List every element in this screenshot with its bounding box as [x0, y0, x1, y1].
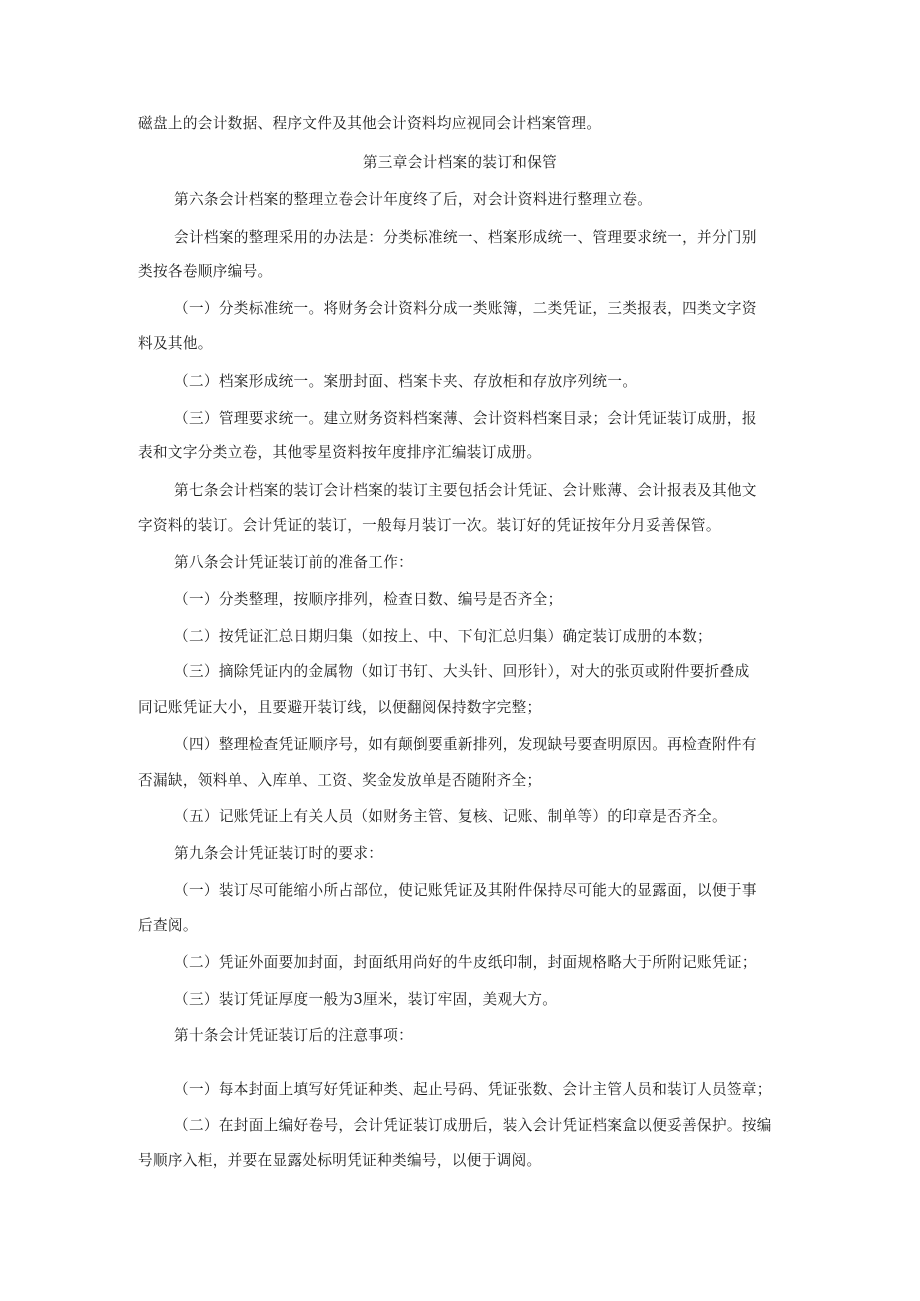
paragraph-line: （三）摘除凭证内的金属物（如订书钉、大头针、回形针），对大的张页或附件要折叠成 — [174, 663, 750, 680]
paragraph-line: 字资料的装订。会计凭证的装订，一般每月装订一次。装订好的凭证按年分月妥善保管。 — [138, 517, 721, 534]
paragraph-line: （一）装订尽可能缩小所占部位，使记账凭证及其附件保持尽可能大的显露面，以便于事 — [174, 882, 757, 899]
paragraph-line: 第八条会计凭证装订前的准备工作： — [174, 554, 414, 571]
paragraph-line: （三）管理要求统一。建立财务资料档案薄、会计资料档案目录；会计凭证装订成册，报 — [174, 410, 757, 427]
paragraph-line: 号顺序入柜，并要在显露处标明凭证种类编号，以便于调阅。 — [138, 1152, 542, 1169]
paragraph-line: 否漏缺，领料单、入库单、工资、奖金发放单是否随附齐全； — [138, 772, 542, 789]
paragraph-line: （五）记账凭证上有关人员（如财务主管、复核、记账、制单等）的印章是否齐全。 — [174, 808, 727, 825]
paragraph-line: 第六条会计档案的整理立卷会计年度终了后，对会计资料进行整理立卷。 — [174, 191, 653, 208]
paragraph-line: 表和文字分类立卷，其他零星资料按年度排序汇编装订成册。 — [138, 444, 542, 461]
paragraph-line: 类按各卷顺序编号。 — [138, 263, 273, 280]
paragraph-line: 第九条会计凭证装订时的要求： — [174, 845, 384, 862]
paragraph-line: （三）装订凭证厚度一般为3厘米，装订牢固，美观大方。 — [174, 991, 558, 1008]
paragraph-line: （一）分类整理，按顺序排列，检查日数、编号是否齐全； — [174, 591, 563, 608]
paragraph-line: 会计档案的整理采用的办法是：分类标准统一、档案形成统一、管理要求统一，并分门别 — [174, 229, 757, 246]
chapter-heading: 第三章会计档案的装订和保管 — [362, 154, 558, 171]
paragraph-line: 磁盘上的会计数据、程序文件及其他会计资料均应视同会计档案管理。 — [138, 115, 602, 132]
paragraph-line: 同记账凭证大小，且要避开装订线，以便翻阅保持数字完整； — [138, 699, 542, 716]
paragraph-line: （二）档案形成统一。案册封面、档案卡夹、存放柜和存放序列统一。 — [174, 373, 638, 390]
paragraph-line: （四）整理检查凭证顺序号，如有颠倒要重新排列，发现缺号要查明原因。再检查附件有 — [174, 736, 757, 753]
paragraph-line: 第十条会计凭证装订后的注意事项： — [174, 1027, 414, 1044]
paragraph-line: 后查阅。 — [138, 917, 198, 934]
paragraph-line: （一）分类标准统一。将财务会计资料分成一类账簿，二类凭证，三类报表，四类文字资 — [174, 300, 757, 317]
paragraph-line: （二）凭证外面要加封面，封面纸用尚好的牛皮纸印制，封面规格略大于所附记账凭证； — [174, 954, 757, 971]
paragraph-line: （二）在封面上编好卷号，会计凭证装订成册后，装入会计凭证档案盒以便妥善保护。按编 — [174, 1117, 772, 1134]
paragraph-line: 料及其他。 — [138, 335, 213, 352]
paragraph-line: （一）每本封面上填写好凭证种类、起止号码、凭证张数、会计主管人员和装订人员签章； — [174, 1081, 772, 1098]
paragraph-line: （二）按凭证汇总日期归集（如按上、中、下旬汇总归集）确定装订成册的本数； — [174, 628, 712, 645]
paragraph-line: 第七条会计档案的装订会计档案的装订主要包括会计凭证、会计账薄、会计报表及其他文 — [174, 482, 757, 499]
